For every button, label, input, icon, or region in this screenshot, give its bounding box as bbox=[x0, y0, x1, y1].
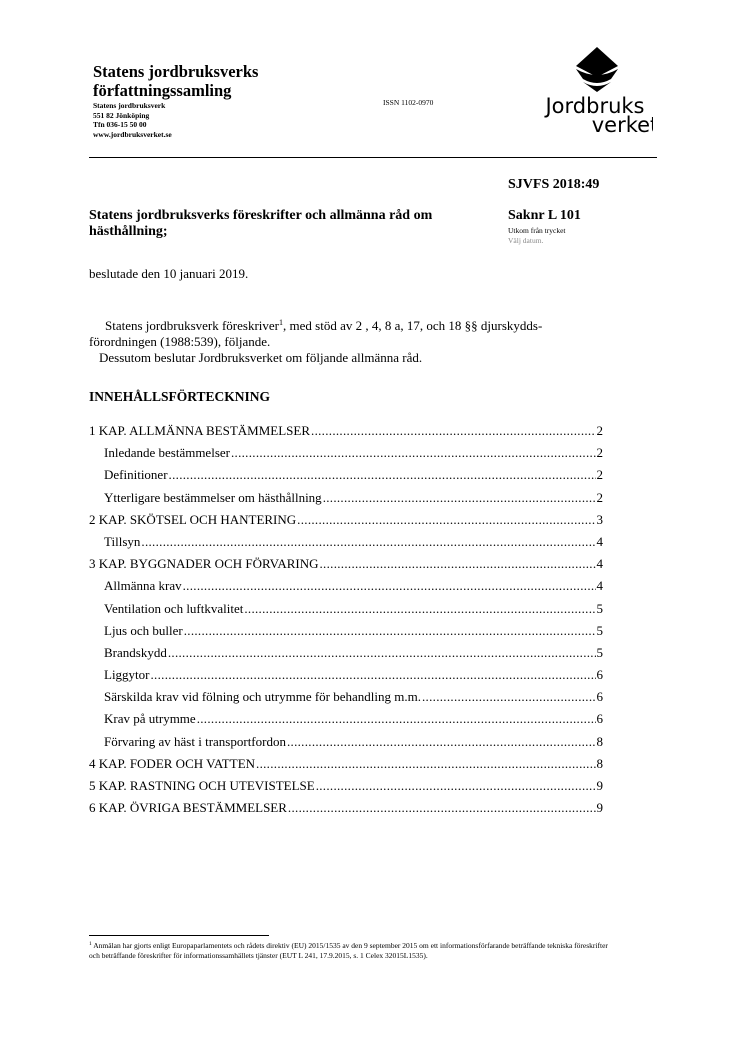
toc-entry-page: 9 bbox=[596, 800, 603, 816]
preamble-paragraph: Dessutom beslutar Jordbruksverket om följande allmänna råd. bbox=[99, 350, 423, 365]
toc-entry[interactable] bbox=[89, 667, 603, 689]
toc-leader bbox=[311, 423, 595, 439]
toc-leader bbox=[287, 734, 596, 750]
toc-leader bbox=[168, 645, 596, 661]
toc-entry-label: Ventilation och luftkvalitet bbox=[104, 600, 244, 616]
footnote-text: Anmälan har gjorts enligt Europaparlamentets och rådets direktiv (EU) 2015/1535 av den 9 september 2015 om ett informationsförfarande beträffande tekniska föreskrifter och beträffande föreskrifter för informationssamhällets tjänster (EUT L 241, 17.9.2015, s. 1 Celex 32015L1535). bbox=[89, 941, 608, 960]
footnote-ref[interactable]: 1 bbox=[279, 318, 284, 327]
toc-entry[interactable] bbox=[89, 645, 603, 667]
toc-entry[interactable] bbox=[89, 778, 603, 800]
logo-line2: verket bbox=[591, 113, 653, 137]
address-line: www.jordbruksverket.se bbox=[93, 129, 172, 139]
table-of-contents bbox=[89, 423, 603, 822]
toc-leader bbox=[320, 556, 596, 572]
issn: ISSN 1102-0970 bbox=[383, 98, 434, 107]
toc-entry-label: Liggytor bbox=[104, 667, 150, 683]
toc-entry-label: 6 KAP. ÖVRIGA BESTÄMMELSER bbox=[89, 800, 287, 816]
toc-leader bbox=[231, 445, 596, 461]
toc-entry-page: 2 bbox=[596, 445, 603, 461]
toc-entry-label: Inledande bestämmelser bbox=[104, 445, 230, 461]
toc-entry-page: 3 bbox=[596, 511, 603, 527]
toc-entry[interactable] bbox=[89, 623, 603, 645]
published-label: Utkom från trycket bbox=[508, 226, 566, 235]
logo-emblem-icon bbox=[538, 45, 653, 140]
preamble-paragraph: Statens jordbruksverk föreskriver$^1$, med stöd av 2 , 4, 8 a, 17, och 18 §§ djurskydds-förordningen (1988:539), följande. bbox=[89, 318, 543, 349]
header-divider bbox=[89, 157, 657, 158]
toc-entry-page: 6 bbox=[596, 711, 603, 727]
toc-leader bbox=[323, 490, 596, 506]
toc-leader bbox=[141, 534, 595, 550]
toc-leader bbox=[197, 711, 596, 727]
date-placeholder[interactable]: Välj datum. bbox=[508, 236, 544, 245]
toc-entry-label: Särskilda krav vid fölning och utrymme för behandling m.m. bbox=[104, 689, 421, 705]
toc-entry-page: 5 bbox=[596, 600, 603, 616]
toc-heading: INNEHÅLLSFÖRTECKNING bbox=[89, 389, 271, 404]
toc-entry[interactable] bbox=[89, 711, 603, 733]
toc-entry-page: 8 bbox=[596, 733, 603, 749]
address-line: Tfn 036-15 50 00 bbox=[93, 120, 147, 129]
toc-entry[interactable] bbox=[89, 601, 603, 623]
toc-entry[interactable] bbox=[89, 445, 603, 467]
address-line: 551 82 Jönköping bbox=[93, 110, 150, 120]
toc-entry-page: 6 bbox=[596, 667, 603, 683]
toc-entry-label: Tillsyn bbox=[104, 533, 141, 549]
case-number: Saknr L 101 bbox=[508, 208, 581, 223]
toc-entry-label: Allmänna krav bbox=[104, 578, 182, 594]
toc-entry-page: 5 bbox=[596, 622, 603, 638]
footnote-marker: 1 bbox=[89, 941, 92, 947]
toc-entry-label: 2 KAP. SKÖTSEL OCH HANTERING bbox=[89, 511, 297, 527]
toc-leader bbox=[183, 578, 596, 594]
toc-entry-label: 4 KAP. FODER OCH VATTEN bbox=[89, 755, 256, 771]
toc-leader bbox=[316, 778, 596, 794]
toc-entry-label: 3 KAP. BYGGNADER OCH FÖRVARING bbox=[89, 556, 319, 572]
toc-entry-page: 8 bbox=[596, 755, 603, 771]
toc-entry-page: 6 bbox=[596, 689, 603, 705]
toc-entry-label: Förvaring av häst i transportfordon bbox=[104, 733, 286, 749]
toc-entry-page: 5 bbox=[596, 644, 603, 660]
toc-entry-page: 4 bbox=[596, 556, 603, 572]
collection-title: Statens jordbruksverks författningssamling bbox=[93, 62, 259, 100]
toc-entry-label: Ytterligare bestämmelser om hästhållning bbox=[104, 489, 322, 505]
toc-entry-page: 2 bbox=[596, 467, 603, 483]
document-title: Statens jordbruksverks föreskrifter och allmänna råd om hästhållning; bbox=[89, 208, 433, 239]
toc-entry-page: 9 bbox=[596, 778, 603, 793]
jordbruksverket-logo bbox=[538, 45, 653, 140]
toc-leader bbox=[422, 689, 596, 705]
publisher-address bbox=[93, 101, 172, 139]
toc-entry[interactable] bbox=[89, 800, 603, 822]
toc-leader bbox=[288, 800, 596, 816]
toc-entry-label: Krav på utrymme bbox=[104, 711, 196, 727]
logo-line1: Jordbruks bbox=[545, 94, 645, 118]
footnote-divider bbox=[89, 935, 269, 936]
toc-entry-page: 2 bbox=[596, 423, 603, 438]
toc-leader bbox=[151, 667, 596, 683]
toc-entry[interactable] bbox=[89, 578, 603, 600]
toc-entry[interactable] bbox=[89, 467, 603, 489]
toc-leader bbox=[256, 756, 595, 772]
toc-leader bbox=[169, 467, 596, 483]
footnote bbox=[89, 941, 609, 960]
toc-entry-page: 4 bbox=[596, 533, 603, 549]
toc-entry[interactable] bbox=[89, 756, 603, 778]
preamble bbox=[89, 318, 609, 366]
toc-entry[interactable] bbox=[89, 490, 603, 512]
toc-leader bbox=[184, 623, 596, 639]
toc-entry[interactable] bbox=[89, 512, 603, 534]
toc-entry-label: 1 KAP. ALLMÄNNA BESTÄMMELSER bbox=[89, 423, 311, 438]
toc-entry-label: Ljus och buller bbox=[104, 622, 183, 638]
toc-leader bbox=[297, 512, 595, 528]
decided-date: beslutade den 10 januari 2019. bbox=[89, 266, 249, 281]
toc-entry-label: Definitioner bbox=[104, 467, 168, 483]
toc-entry-page: 2 bbox=[596, 489, 603, 505]
toc-entry[interactable] bbox=[89, 734, 603, 756]
toc-entry-page: 4 bbox=[596, 578, 603, 594]
toc-entry-label: 5 KAP. RASTNING OCH UTEVISTELSE bbox=[89, 778, 315, 793]
toc-entry-label: Brandskydd bbox=[104, 644, 167, 660]
toc-entry[interactable] bbox=[89, 689, 603, 711]
address-line: Statens jordbruksverk bbox=[93, 101, 166, 110]
toc-leader bbox=[244, 601, 595, 617]
sjvfs-number: SJVFS 2018:49 bbox=[508, 177, 600, 192]
toc-entry[interactable] bbox=[89, 423, 603, 445]
toc-entry[interactable] bbox=[89, 556, 603, 578]
toc-entry[interactable] bbox=[89, 534, 603, 556]
